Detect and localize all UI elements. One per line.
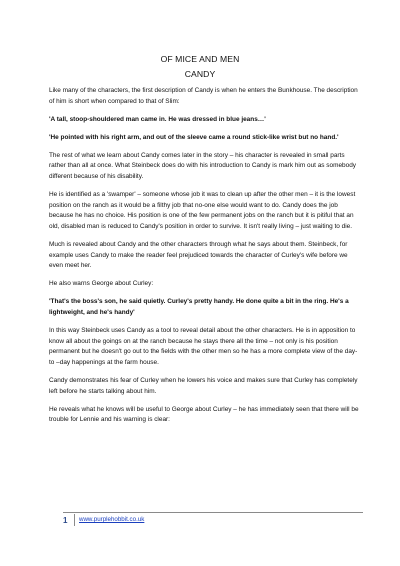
page-number: 1 — [63, 516, 68, 525]
quote-boss-son: 'That's the boss's son, he said quietly. Curley's pretty handy. He done quite a bit in the ring. He's a lightweight, and he's handy' — [49, 298, 349, 316]
document-title: OF MICE AND MEN — [160, 54, 240, 64]
paragraph-character-revealed: The rest of what we learn about Candy comes later in the story – his character is revealed in small parts rather than all at once. What Steinbeck does do with his introduction to Candy is mark him out as somebody different because of his disability. — [49, 151, 357, 181]
document-body — [49, 86, 363, 433]
paragraph-intro: Like many of the characters, the first description of Candy is when he enters the Bunkhouse. The description of him is short when compared to that of Slim: — [49, 87, 358, 105]
footer-divider — [63, 512, 363, 513]
paragraph-fear-of-curley: Candy demonstrates his fear of Curley when he lowers his voice and makes sure that Curley has completely left before he starts talking about him. — [49, 376, 358, 395]
paragraph-revealed-through-speech: Much is revealed about Candy and the other characters through what he says about them. Steinbeck, for example uses Candy to make the reader feel prejudiced towards the character of Curley's wife before we even meet her. — [49, 241, 348, 270]
paragraph-swamper: He is identified as a 'swamper' – someone whose job it was to clean up after the other men – it is the lowest position on the ranch as it would be a filthy job that no-one else would want to do. Candy does the job because he has no choice. His position is one of the few permanent jobs on the ranch but it is pitiful that an old, disabled man is reduced to Candy's position in order to survive. It isn't really living – just waiting to die. — [49, 191, 356, 230]
paragraph-tool-to-reveal: In this way Steinbeck uses Candy as a tool to reveal detail about the other characters. He is in apposition to know all about the goings on at the ranch because he stays there all the time – not only is his position permanent but he doesn't go out to the fields with the other men so he has a more complete view of the day- to –day happenings at the farm house. — [49, 327, 358, 366]
footer-website-link[interactable]: www.purplehobbit.co.uk — [79, 516, 145, 523]
quote-tall-man: 'A tall, stoop-shouldered man came in. He was dressed in blue jeans…' — [49, 115, 266, 123]
page-number-divider — [74, 514, 75, 526]
document-subtitle: CANDY — [184, 69, 216, 79]
quote-no-hand: 'He pointed with his right arm, and out of the sleeve came a round stick-like wrist but no hand.' — [49, 133, 339, 141]
paragraph-warns-george: He also warns George about Curley: — [49, 280, 154, 288]
paragraph-warning-clear: He reveals what he knows will be useful to George about Curley – he has immediately seen that there will be trouble for Lennie and his warning is clear: — [49, 405, 359, 424]
